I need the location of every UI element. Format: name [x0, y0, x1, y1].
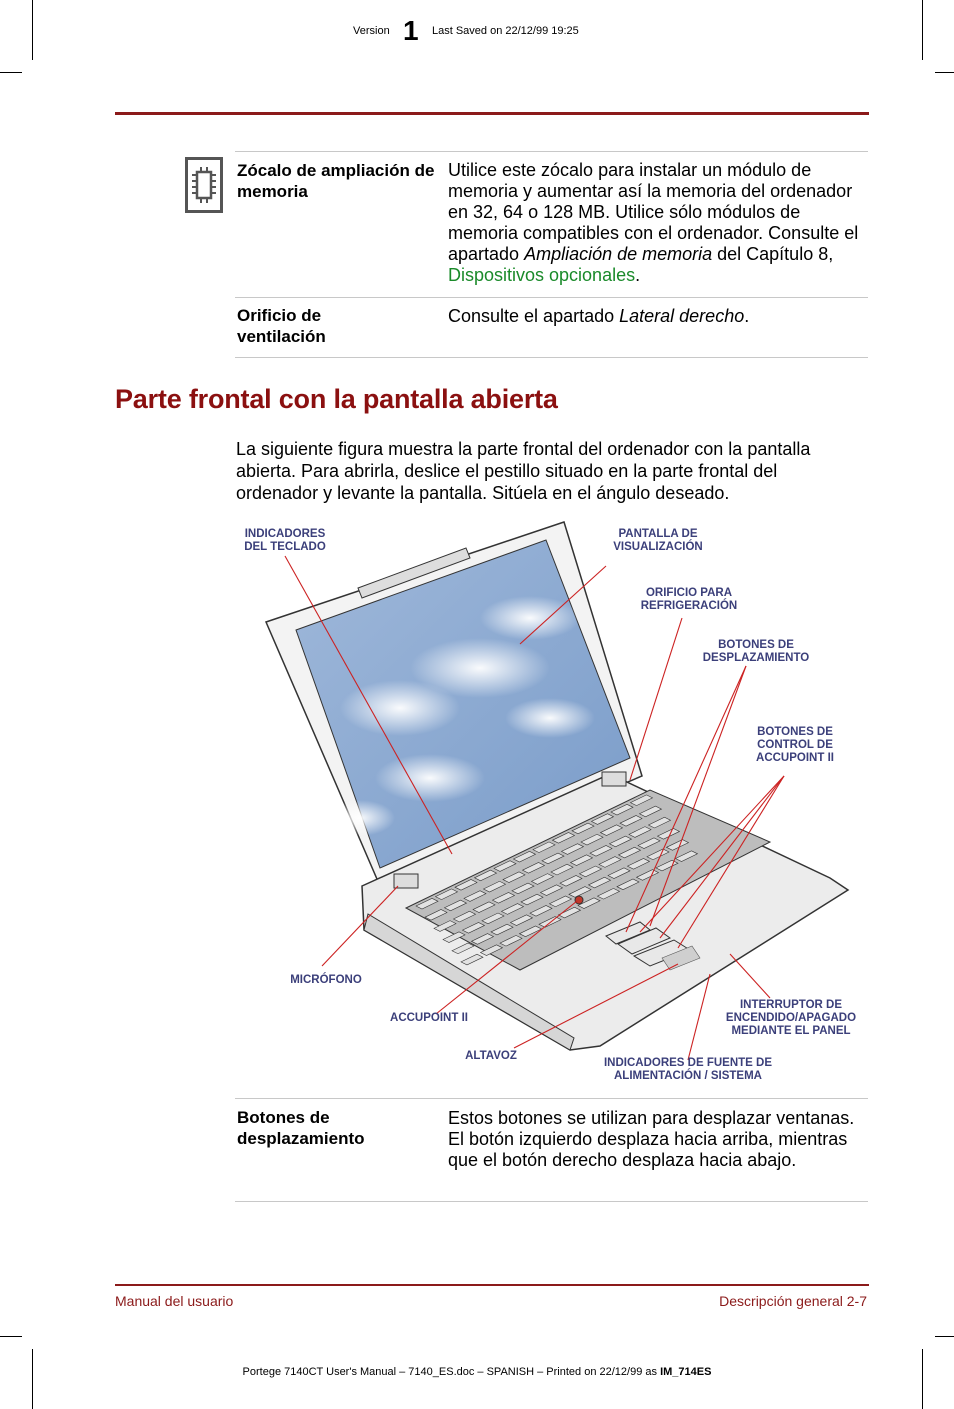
desc-text: .	[635, 265, 641, 285]
top-rule	[115, 112, 869, 115]
crop-mark	[0, 72, 22, 73]
memory-chip-icon	[185, 157, 223, 213]
label-botones-control: BOTONES DE CONTROL DE ACCUPOINT II	[756, 726, 834, 764]
crop-mark	[922, 1349, 923, 1409]
desc-text: .	[744, 306, 750, 326]
footer-right: Descripción general 2-7	[719, 1293, 867, 1309]
crop-mark	[935, 72, 954, 73]
term-orificio: Orificio de ventilación	[237, 306, 326, 346]
crop-mark	[32, 1349, 33, 1409]
bottom-rule	[115, 1284, 869, 1286]
label-botones-desplazamiento: BOTONES DE DESPLAZAMIENTO	[702, 639, 810, 664]
section-paragraph: La siguiente figura muestra la parte frontal del ordenador con la pantalla abierta. Para abrirla, deslice el pestillo situado en la parte frontal del ordenador y levante la pantalla. Sitúela en el ángulo deseado.	[236, 439, 811, 503]
table-rule	[235, 357, 868, 358]
desc-text: Consulte el apartado	[448, 306, 620, 326]
desc-italic: Lateral derecho	[619, 306, 745, 326]
version-label: Version	[353, 25, 390, 37]
last-saved: Last Saved on 22/12/99 19:25	[432, 25, 579, 37]
link-dispositivos-opcionales[interactable]: Dispositivos opcionales	[448, 265, 636, 285]
table-rule	[235, 1098, 868, 1099]
label-accupoint: ACCUPOINT II	[390, 1012, 468, 1024]
table-rule	[235, 1201, 868, 1202]
print-line-main: Portege 7140CT User's Manual – 7140_ES.doc – SPANISH – Printed on 22/12/99 as	[242, 1366, 661, 1378]
desc-orificio	[448, 306, 868, 327]
term-zocalo: Zócalo de ampliación de memoria	[237, 161, 435, 201]
crop-mark	[935, 1336, 954, 1337]
term-botones-desplazamiento: Botones de desplazamiento	[237, 1108, 365, 1148]
crop-mark	[32, 0, 33, 60]
label-pantalla: PANTALLA DE VISUALIZACIÓN	[613, 528, 703, 553]
crop-mark	[0, 1336, 22, 1337]
print-line	[0, 1366, 954, 1378]
desc-botones-desplazamiento: Estos botones se utilizan para desplazar ventanas. El botón izquierdo desplaza hacia arriba, mientras que el botón derecho desplaza hacia abajo.	[448, 1108, 855, 1170]
table-rule	[235, 151, 868, 152]
desc-italic: Ampliación de memoria	[524, 244, 713, 264]
label-orificio: ORIFICIO PARA REFRIGERACIÓN	[640, 587, 738, 612]
desc-text: del Capítulo 8,	[712, 244, 834, 264]
label-indicadores-fuente: INDICADORES DE FUENTE DE ALIMENTACIÓN / SISTEMA	[603, 1057, 773, 1082]
desc-text: Utilice este zócalo para instalar un módulo de memoria y aumentar así la memoria del ordenador en 32, 64 o 128 MB. Utilice sólo módulos de memoria compatibles con el ordenador. Consulte el apartado	[448, 160, 859, 264]
desc-zocalo	[448, 160, 868, 286]
label-microfono: MICRÓFONO	[290, 974, 362, 986]
version-number: 1	[403, 15, 419, 46]
crop-mark	[922, 0, 923, 60]
section-title: Parte frontal con la pantalla abierta	[115, 384, 558, 414]
print-line-bold: IM_714ES	[660, 1366, 712, 1378]
footer-left: Manual del usuario	[115, 1293, 234, 1309]
label-interruptor: INTERRUPTOR DE ENCENDIDO/APAGADO MEDIANTE EL PANEL	[725, 999, 857, 1037]
label-altavoz: ALTAVOZ	[465, 1050, 517, 1062]
label-indicadores-teclado: INDICADORES DEL TECLADO	[244, 528, 326, 553]
table-rule	[235, 297, 868, 298]
